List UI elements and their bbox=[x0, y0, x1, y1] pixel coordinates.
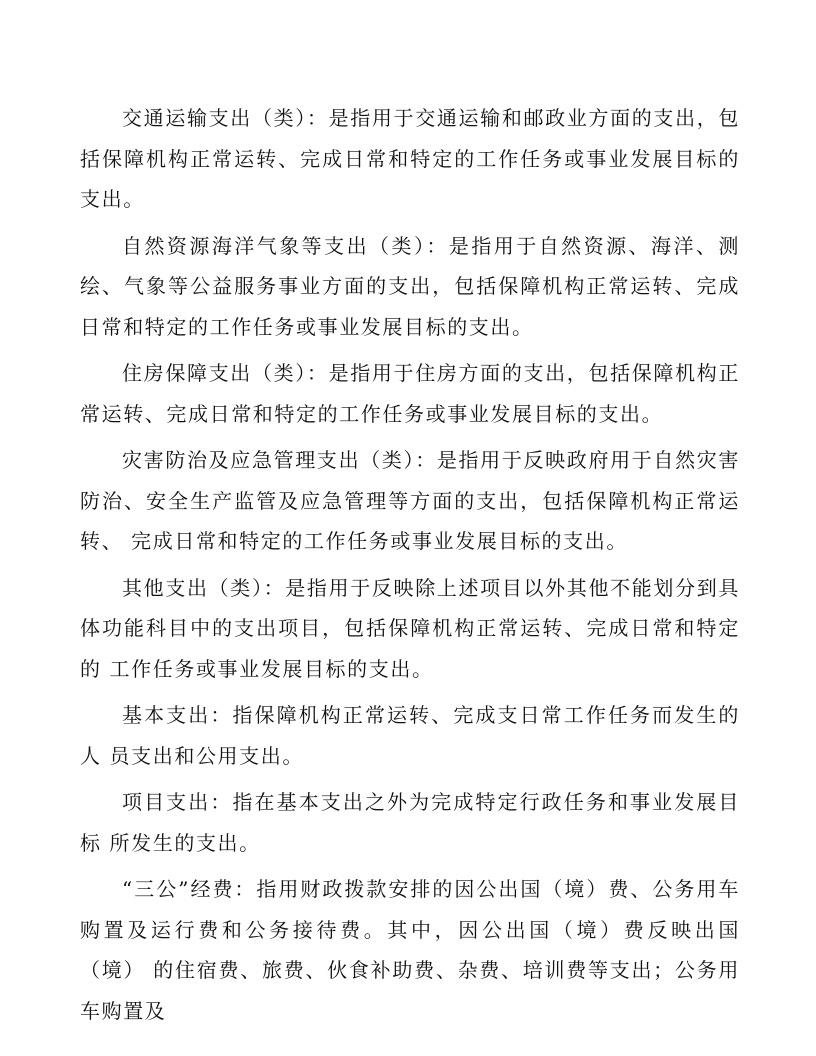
paragraph-basic-expenditure: 基本支出：指保障机构正常运转、完成支日常工作任务而发生的人 员支出和公用支出。 bbox=[80, 703, 740, 768]
paragraph-disaster-prevention: 灾害防治及应急管理支出（类）：是指用于反映政府用于自然灾害防治、安全生产监管及应急管理等方面的支出，包括保障机构正常运转、 完成日常和特定的工作任务或事业发展目标的支出。 bbox=[80, 448, 740, 553]
paragraph-transport: 交通运输支出（类）：是指用于交通运输和邮政业方面的支出，包括保障机构正常运转、完成日常和特定的工作任务或事业发展目标的支出。 bbox=[80, 106, 740, 211]
paragraph-project-expenditure: 项目支出：指在基本支出之外为完成特定行政任务和事业发展目标 所发生的支出。 bbox=[80, 790, 740, 855]
paragraph-housing: 住房保障支出（类）：是指用于住房方面的支出，包括保障机构正常运转、完成日常和特定的工作任务或事业发展目标的支出。 bbox=[80, 361, 740, 426]
paragraph-three-public-expenses: “三公”经费：指用财政拨款安排的因公出国（境）费、公务用车购置及运行费和公务接待费。其中，因公出国（境）费反映出国（境） 的住宿费、旅费、伙食补助费、杂费、培训费等支出；公务用车购置及 bbox=[80, 877, 740, 1023]
document-body bbox=[80, 98, 740, 1037]
paragraph-other-expenditure: 其他支出（类）：是指用于反映除上述项目以外其他不能划分到具体功能科目中的支出项目，包括保障机构正常运转、完成日常和特定的 工作任务或事业发展目标的支出。 bbox=[80, 575, 740, 681]
paragraph-natural-resources: 自然资源海洋气象等支出（类）：是指用于自然资源、海洋、测绘、气象等公益服务事业方面的支出，包括保障机构正常运转、完成日常和特定的工作任务或事业发展目标的支出。 bbox=[80, 233, 740, 339]
